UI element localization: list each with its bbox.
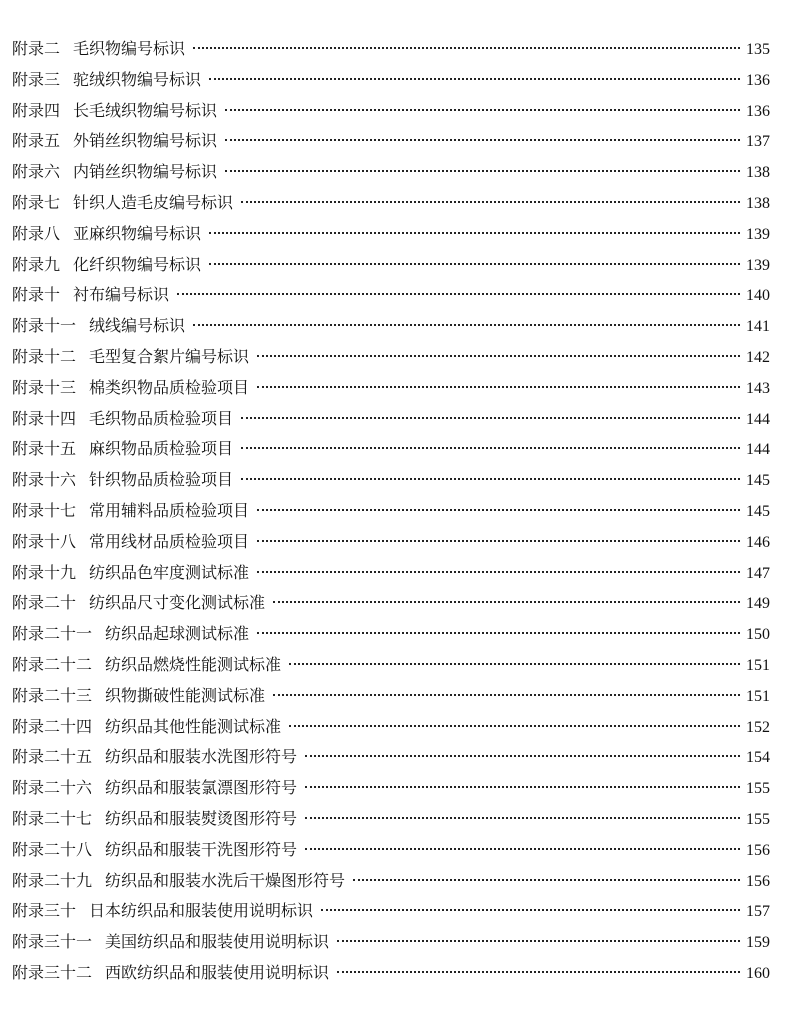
dot-leader xyxy=(257,534,740,542)
toc-entry[interactable] xyxy=(12,404,770,435)
page-number: 141 xyxy=(746,318,770,336)
toc-entry[interactable] xyxy=(12,250,770,281)
toc-entry[interactable] xyxy=(12,742,770,773)
entry-title: 纺织品和服装干洗图形符号 xyxy=(105,839,298,859)
appendix-number: 附录十八 xyxy=(12,531,77,551)
toc-entry[interactable] xyxy=(12,280,770,311)
appendix-number: 附录十四 xyxy=(12,408,77,428)
entry-title: 驼绒织物编号标识 xyxy=(73,69,202,89)
appendix-number: 附录二 xyxy=(12,39,61,58)
page-number: 151 xyxy=(746,656,770,674)
entry-title: 织物撕破性能测试标准 xyxy=(105,685,266,705)
page-number: 140 xyxy=(746,287,770,305)
appendix-number: 附录二十六 xyxy=(12,778,93,798)
page-number: 149 xyxy=(746,595,770,613)
toc-entry[interactable] xyxy=(12,773,770,804)
entry-title: 内销丝织物编号标识 xyxy=(73,162,218,182)
appendix-number: 附录六 xyxy=(12,162,61,182)
toc-entry[interactable] xyxy=(12,342,770,373)
dot-leader xyxy=(321,903,740,911)
dot-leader xyxy=(241,472,740,480)
entry-title: 针织人造毛皮编号标识 xyxy=(73,192,234,212)
page-number: 151 xyxy=(746,687,770,705)
dot-leader xyxy=(257,626,740,634)
dot-leader xyxy=(289,657,740,665)
entry-title: 针织物品质检验项目 xyxy=(89,470,234,490)
page-number: 138 xyxy=(746,194,770,212)
entry-title: 绒线编号标识 xyxy=(89,316,186,336)
toc-entry[interactable] xyxy=(12,650,770,681)
entry-title: 毛织物编号标识 xyxy=(73,39,186,58)
entry-title: 纺织品尺寸变化测试标准 xyxy=(89,593,266,613)
page-number: 145 xyxy=(746,472,770,490)
dot-leader xyxy=(225,133,740,141)
page-number: 135 xyxy=(746,41,770,58)
appendix-number: 附录五 xyxy=(12,131,61,151)
appendix-number: 附录八 xyxy=(12,223,61,243)
dot-leader xyxy=(305,842,740,850)
entry-title: 纺织品和服装氯漂图形符号 xyxy=(105,778,298,798)
toc-entry[interactable] xyxy=(12,434,770,465)
entry-title: 纺织品色牢度测试标准 xyxy=(89,562,250,582)
entry-title: 毛织物品质检验项目 xyxy=(89,408,234,428)
entry-title: 纺织品起球测试标准 xyxy=(105,624,250,644)
appendix-number: 附录二十七 xyxy=(12,808,93,828)
page-number: 160 xyxy=(746,964,770,982)
dot-leader xyxy=(241,441,740,449)
entry-title: 纺织品和服装水洗后干燥图形符号 xyxy=(105,870,346,890)
dot-leader xyxy=(209,72,740,80)
entry-title: 棉类织物品质检验项目 xyxy=(89,377,250,397)
dot-leader xyxy=(257,503,740,511)
entry-title: 常用辅料品质检验项目 xyxy=(89,500,250,520)
toc-entry[interactable] xyxy=(12,527,770,558)
page-number: 143 xyxy=(746,379,770,397)
entry-title: 亚麻织物编号标识 xyxy=(73,223,202,243)
entry-title: 长毛绒织物编号标识 xyxy=(73,100,218,120)
dot-leader xyxy=(257,380,740,388)
toc-entry[interactable] xyxy=(12,157,770,188)
entry-title: 毛型复合絮片编号标识 xyxy=(89,346,250,366)
page-number: 137 xyxy=(746,133,770,151)
appendix-number: 附录十一 xyxy=(12,316,77,336)
appendix-number: 附录十 xyxy=(12,285,61,305)
toc-entry[interactable] xyxy=(12,712,770,743)
toc-entry[interactable] xyxy=(12,96,770,127)
entry-title: 纺织品其他性能测试标准 xyxy=(105,716,282,736)
page-number: 147 xyxy=(746,564,770,582)
toc-entry[interactable] xyxy=(12,126,770,157)
appendix-number: 附录三十一 xyxy=(12,932,93,952)
page-number: 156 xyxy=(746,841,770,859)
page-number: 156 xyxy=(746,872,770,890)
page-number: 138 xyxy=(746,164,770,182)
dot-leader xyxy=(337,934,740,942)
page-number: 159 xyxy=(746,934,770,952)
page-number: 144 xyxy=(746,410,770,428)
appendix-number: 附录九 xyxy=(12,254,61,274)
toc-entry[interactable] xyxy=(12,835,770,866)
toc-entry[interactable] xyxy=(12,866,770,897)
dot-leader xyxy=(257,565,740,573)
toc-entry[interactable] xyxy=(12,588,770,619)
appendix-number: 附录二十一 xyxy=(12,624,93,644)
dot-leader xyxy=(193,318,740,326)
appendix-number: 附录二十 xyxy=(12,593,77,613)
appendix-number: 附录十二 xyxy=(12,346,77,366)
appendix-number: 附录十五 xyxy=(12,439,77,459)
dot-leader xyxy=(241,411,740,419)
dot-leader xyxy=(305,749,740,757)
page-number: 145 xyxy=(746,502,770,520)
dot-leader xyxy=(305,811,740,819)
page-number: 136 xyxy=(746,71,770,89)
entry-title: 纺织品和服装水洗图形符号 xyxy=(105,747,298,767)
page-number: 152 xyxy=(746,718,770,736)
toc-entry[interactable] xyxy=(12,619,770,650)
appendix-number: 附录三十二 xyxy=(12,962,93,982)
toc-entry[interactable] xyxy=(12,373,770,404)
appendix-number: 附录四 xyxy=(12,100,61,120)
appendix-number: 附录二十四 xyxy=(12,716,93,736)
entry-title: 化纤织物编号标识 xyxy=(73,254,202,274)
page-number: 136 xyxy=(746,102,770,120)
dot-leader xyxy=(241,195,740,203)
page-number: 155 xyxy=(746,810,770,828)
appendix-number: 附录十七 xyxy=(12,500,77,520)
appendix-number: 附录十六 xyxy=(12,470,77,490)
toc-entry[interactable] xyxy=(12,311,770,342)
entry-title: 纺织品和服装熨烫图形符号 xyxy=(105,808,298,828)
dot-leader xyxy=(209,226,740,234)
appendix-number: 附录二十二 xyxy=(12,654,93,674)
dot-leader xyxy=(305,780,740,788)
toc-entry[interactable] xyxy=(12,804,770,835)
dot-leader xyxy=(209,257,740,265)
toc-entry[interactable] xyxy=(12,465,770,496)
page-number: 139 xyxy=(746,225,770,243)
dot-leader xyxy=(257,349,740,357)
page-number: 150 xyxy=(746,626,770,644)
dot-leader xyxy=(225,103,740,111)
appendix-number: 附录二十九 xyxy=(12,870,93,890)
toc-entry[interactable] xyxy=(12,558,770,589)
appendix-number: 附录十三 xyxy=(12,377,77,397)
toc-entry[interactable] xyxy=(12,219,770,250)
appendix-number: 附录七 xyxy=(12,192,61,212)
appendix-number: 附录三十 xyxy=(12,901,77,921)
toc-entry[interactable] xyxy=(12,496,770,527)
page-number: 155 xyxy=(746,780,770,798)
appendix-number: 附录三 xyxy=(12,69,61,89)
appendix-number: 附录二十八 xyxy=(12,839,93,859)
toc-entry[interactable] xyxy=(12,958,770,989)
entry-title: 外销丝织物编号标识 xyxy=(73,131,218,151)
toc-entry[interactable] xyxy=(12,927,770,958)
page-number: 142 xyxy=(746,348,770,366)
dot-leader xyxy=(353,873,740,881)
toc-entry[interactable] xyxy=(12,681,770,712)
page-number: 139 xyxy=(746,256,770,274)
page-number: 157 xyxy=(746,903,770,921)
entry-title: 衬布编号标识 xyxy=(73,285,170,305)
dot-leader xyxy=(225,164,740,172)
entry-title: 麻织物品质检验项目 xyxy=(89,439,234,459)
toc-entry[interactable] xyxy=(12,896,770,927)
dot-leader xyxy=(289,719,740,727)
entry-title: 美国纺织品和服装使用说明标识 xyxy=(105,932,330,952)
entry-title: 纺织品燃烧性能测试标准 xyxy=(105,654,282,674)
page-number: 154 xyxy=(746,749,770,767)
dot-leader xyxy=(273,688,740,696)
toc-entry[interactable] xyxy=(12,188,770,219)
appendix-number: 附录二十三 xyxy=(12,685,93,705)
toc-entry[interactable] xyxy=(12,34,770,65)
table-of-contents xyxy=(12,34,770,989)
dot-leader xyxy=(193,41,740,49)
page-number: 144 xyxy=(746,441,770,459)
toc-entry[interactable] xyxy=(12,65,770,96)
entry-title: 日本纺织品和服装使用说明标识 xyxy=(89,901,314,921)
appendix-number: 附录十九 xyxy=(12,562,77,582)
appendix-number: 附录二十五 xyxy=(12,747,93,767)
page-number: 146 xyxy=(746,533,770,551)
dot-leader xyxy=(177,287,740,295)
dot-leader xyxy=(273,595,740,603)
entry-title: 常用线材品质检验项目 xyxy=(89,531,250,551)
entry-title: 西欧纺织品和服装使用说明标识 xyxy=(105,962,330,982)
dot-leader xyxy=(337,965,740,973)
